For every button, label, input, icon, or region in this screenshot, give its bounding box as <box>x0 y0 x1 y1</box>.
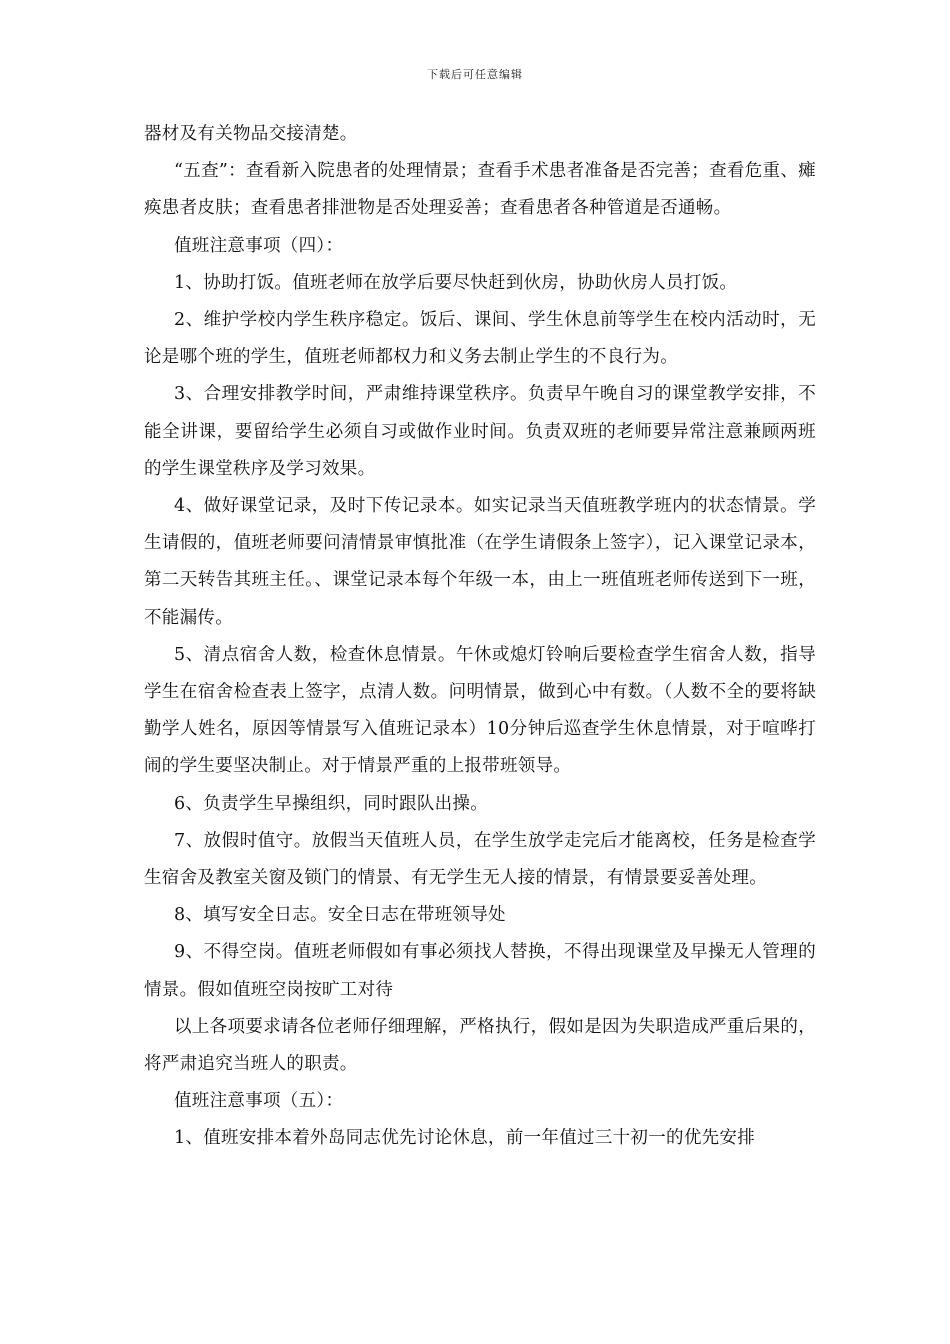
list-item: 5、清点宿舍人数，检查休息情景。午休或熄灯铃响后要检查学生宿舍人数，指导学生在宿舍检查表上签字，点清人数。问明情景，做到心中有数。（人数不全的要将缺勤学人姓名，原因等情景写入值班记录本）10分钟后巡查学生休息情景，对于喧哗打闹的学生要坚决制止。对于情景严重的上报带班领导。 <box>144 644 816 777</box>
list-item: 1、协助打饭。值班老师在放学后要尽快赶到伙房，协助伙房人员打饭。 <box>174 272 738 293</box>
list-item: 1、值班安排本着外岛同志优先讨论休息，前一年值过三十初一的优先安排 <box>174 1128 756 1149</box>
section-heading: 值班注意事项（四）： <box>174 235 344 256</box>
page-header-note: 下载后可任意编辑 <box>427 68 523 81</box>
list-item: 7、放假时值守。放假当天值班人员，在学生放学走完后才能离校，任务是检查学生宿舍及教室关窗及锁门的情景、有无学生无人接的情景，有情景要妥善处理。 <box>144 830 816 889</box>
list-item: 3、合理安排教学时间，严肃维持课堂秩序。负责早午晚自习的课堂教学安排，不能全讲课，要留给学生必须自习或做作业时间。负责双班的老师要异常注意兼顾两班的学生课堂秩序及学习效果。 <box>144 384 816 479</box>
list-item: 8、填写安全日志。安全日志在带班领导处 <box>174 905 506 926</box>
list-item: 6、负责学生早操组织，同时跟队出操。 <box>174 793 489 814</box>
list-item: 2、维护学校内学生秩序稳定。饭后、课间、学生休息前等学生在校内活动时，无论是哪个班的学生，值班老师都权力和义务去制止学生的不良行为。 <box>144 310 816 368</box>
document-body <box>144 116 816 1158</box>
paragraph: 以上各项要求请各位老师仔细理解，严格执行，假如是因为失职造成严重后果的，将严肃追究当班人的职责。 <box>144 1016 816 1075</box>
list-item: 9、不得空岗。值班老师假如有事必须找人替换，不得出现课堂及早操无人管理的情景。假如值班空岗按旷工对待 <box>144 942 816 1000</box>
paragraph: 器材及有关物品交接清楚。 <box>144 124 358 144</box>
paragraph: “五查”：查看新入院患者的处理情景；查看手术患者准备是否完善；查看危重、瘫痪患者皮肤；查看患者排泄物是否处理妥善；查看患者各种管道是否通畅。 <box>144 161 816 219</box>
list-item: 4、做好课堂记录，及时下传记录本。如实记录当天值班教学班内的状态情景。学生请假的，值班老师要问清情景审慎批准（在学生请假条上签字），记入课堂记录本，第二天转告其班主任。、课堂记录本每个年级一本，由上一班值班老师传送到下一班，不能漏传。 <box>144 496 816 628</box>
section-heading: 值班注意事项（五）： <box>174 1091 344 1112</box>
